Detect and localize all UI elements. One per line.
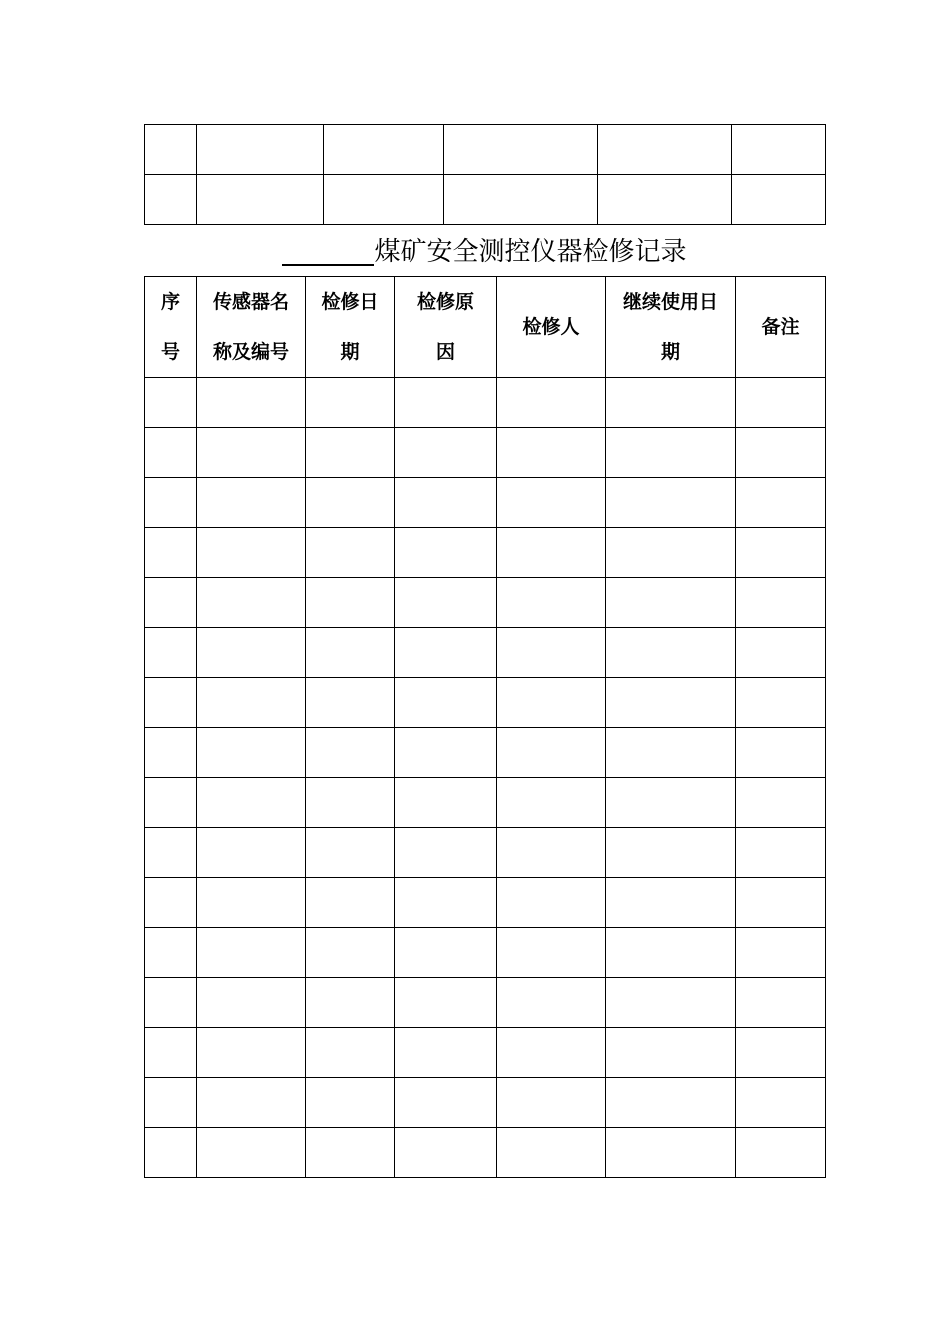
header-row [145,277,826,378]
table-cell[interactable] [606,1128,736,1178]
table-cell[interactable] [197,578,306,628]
table-cell[interactable] [197,978,306,1028]
table-cell[interactable] [598,125,732,175]
table-row [145,1128,826,1178]
header-repair-reason: 检修原 因 [395,277,497,378]
table-cell[interactable] [606,728,736,778]
table-cell[interactable] [732,125,826,175]
table-cell[interactable] [736,928,826,978]
table-cell[interactable] [145,175,197,225]
table-row [145,878,826,928]
table-cell[interactable] [395,578,497,628]
table-cell[interactable] [395,978,497,1028]
table-cell[interactable] [497,928,606,978]
table-cell[interactable] [497,1128,606,1178]
table-cell[interactable] [732,175,826,225]
table-cell[interactable] [606,1028,736,1078]
table-cell[interactable] [606,428,736,478]
table-cell[interactable] [606,778,736,828]
table-cell[interactable] [197,125,324,175]
table-cell[interactable] [444,125,598,175]
table-cell[interactable] [606,978,736,1028]
table-cell[interactable] [197,928,306,978]
table-cell[interactable] [306,628,395,678]
table-cell[interactable] [395,728,497,778]
table-cell[interactable] [736,878,826,928]
table-cell[interactable] [197,878,306,928]
table-cell[interactable] [145,928,197,978]
table-cell[interactable] [736,378,826,428]
table-cell[interactable] [606,628,736,678]
table-cell[interactable] [497,1028,606,1078]
table-cell[interactable] [606,378,736,428]
table-row [145,528,826,578]
table-cell[interactable] [145,428,197,478]
table-cell[interactable] [606,1078,736,1128]
table-cell[interactable] [145,628,197,678]
table-cell[interactable] [497,478,606,528]
table-cell[interactable] [736,778,826,828]
table-cell[interactable] [497,528,606,578]
table-cell[interactable] [736,578,826,628]
table-cell[interactable] [736,628,826,678]
table-cell[interactable] [736,428,826,478]
table-cell[interactable] [306,728,395,778]
table-cell[interactable] [736,678,826,728]
table-cell[interactable] [306,1128,395,1178]
table-cell[interactable] [497,628,606,678]
table-cell[interactable] [395,1078,497,1128]
table-row [145,778,826,828]
table-cell[interactable] [606,678,736,728]
table-cell[interactable] [306,378,395,428]
previous-record-table-tail [144,124,826,225]
table-cell[interactable] [145,478,197,528]
table-cell[interactable] [306,578,395,628]
table-cell[interactable] [145,528,197,578]
table-cell[interactable] [145,728,197,778]
table-cell[interactable] [395,678,497,728]
table-cell[interactable] [395,778,497,828]
table-row [145,378,826,428]
table-cell[interactable] [497,578,606,628]
table-cell[interactable] [395,528,497,578]
table-cell[interactable] [306,878,395,928]
header-serial-number: 序 号 [145,277,197,378]
table-cell[interactable] [395,428,497,478]
table-cell[interactable] [395,478,497,528]
header-remarks: 备注 [736,277,826,378]
table-cell[interactable] [395,928,497,978]
table-cell[interactable] [736,978,826,1028]
table-cell[interactable] [736,528,826,578]
table-cell[interactable] [306,478,395,528]
table-cell[interactable] [606,928,736,978]
table-cell[interactable] [197,528,306,578]
table-cell[interactable] [606,578,736,628]
table-row [145,578,826,628]
table-cell[interactable] [736,1128,826,1178]
table-cell[interactable] [736,728,826,778]
header-repair-date: 检修日 期 [306,277,395,378]
table-row [145,478,826,528]
table-cell[interactable] [306,828,395,878]
table-cell[interactable] [395,878,497,928]
table-cell[interactable] [497,1078,606,1128]
table-cell[interactable] [444,175,598,225]
table-cell[interactable] [306,428,395,478]
table-cell[interactable] [736,828,826,878]
table-cell[interactable] [197,478,306,528]
table-cell[interactable] [497,428,606,478]
header-repairer: 检修人 [497,277,606,378]
table-cell[interactable] [145,828,197,878]
table-cell[interactable] [197,1028,306,1078]
table-cell[interactable] [306,928,395,978]
table-row [145,125,826,175]
table-row [145,678,826,728]
table-row [145,175,826,225]
table-cell[interactable] [497,828,606,878]
table-cell[interactable] [324,125,444,175]
table-cell[interactable] [197,428,306,478]
record-title [144,232,825,272]
table-row [145,1078,826,1128]
table-cell[interactable] [197,1078,306,1128]
table-cell[interactable] [197,175,324,225]
table-cell[interactable] [145,578,197,628]
table-cell[interactable] [197,778,306,828]
table-row [145,928,826,978]
table-cell[interactable] [736,1078,826,1128]
table-cell[interactable] [197,378,306,428]
table-cell[interactable] [145,1078,197,1128]
table-cell[interactable] [497,678,606,728]
table-cell[interactable] [145,1128,197,1178]
mine-name-blank[interactable] [282,236,374,266]
table-row [145,978,826,1028]
header-continue-use-date: 继续使用日 期 [606,277,736,378]
table-cell[interactable] [497,878,606,928]
table-cell[interactable] [395,1028,497,1078]
table-cell[interactable] [306,978,395,1028]
table-cell[interactable] [598,175,732,225]
table-cell[interactable] [306,678,395,728]
table-cell[interactable] [606,528,736,578]
table-cell[interactable] [497,978,606,1028]
table-cell[interactable] [497,778,606,828]
table-cell[interactable] [197,828,306,878]
table-row [145,428,826,478]
table-cell[interactable] [145,678,197,728]
table-cell[interactable] [197,728,306,778]
table-row [145,828,826,878]
table-cell[interactable] [395,628,497,678]
table-cell[interactable] [145,1028,197,1078]
table-cell[interactable] [197,678,306,728]
table-cell[interactable] [606,828,736,878]
table-cell[interactable] [145,378,197,428]
table-cell[interactable] [324,175,444,225]
table-cell[interactable] [497,728,606,778]
table-cell[interactable] [497,378,606,428]
table-cell[interactable] [606,878,736,928]
table-row [145,628,826,678]
table-cell[interactable] [145,778,197,828]
table-row [145,728,826,778]
header-sensor-name-and-number: 传感器名 称及编号 [197,277,306,378]
table-cell[interactable] [306,778,395,828]
table-cell[interactable] [197,1128,306,1178]
table-cell[interactable] [306,1028,395,1078]
table-cell[interactable] [197,628,306,678]
maintenance-record-table [144,276,826,1178]
table-cell[interactable] [145,878,197,928]
table-cell[interactable] [145,125,197,175]
table-cell[interactable] [606,478,736,528]
table-row [145,1028,826,1078]
record-title-text: 煤矿安全测控仪器检修记录 [374,237,687,267]
table-cell[interactable] [736,1028,826,1078]
table-cell[interactable] [395,828,497,878]
table-cell[interactable] [306,528,395,578]
table-cell[interactable] [306,1078,395,1128]
table-cell[interactable] [395,1128,497,1178]
table-cell[interactable] [145,978,197,1028]
table-cell[interactable] [736,478,826,528]
table-cell[interactable] [395,378,497,428]
